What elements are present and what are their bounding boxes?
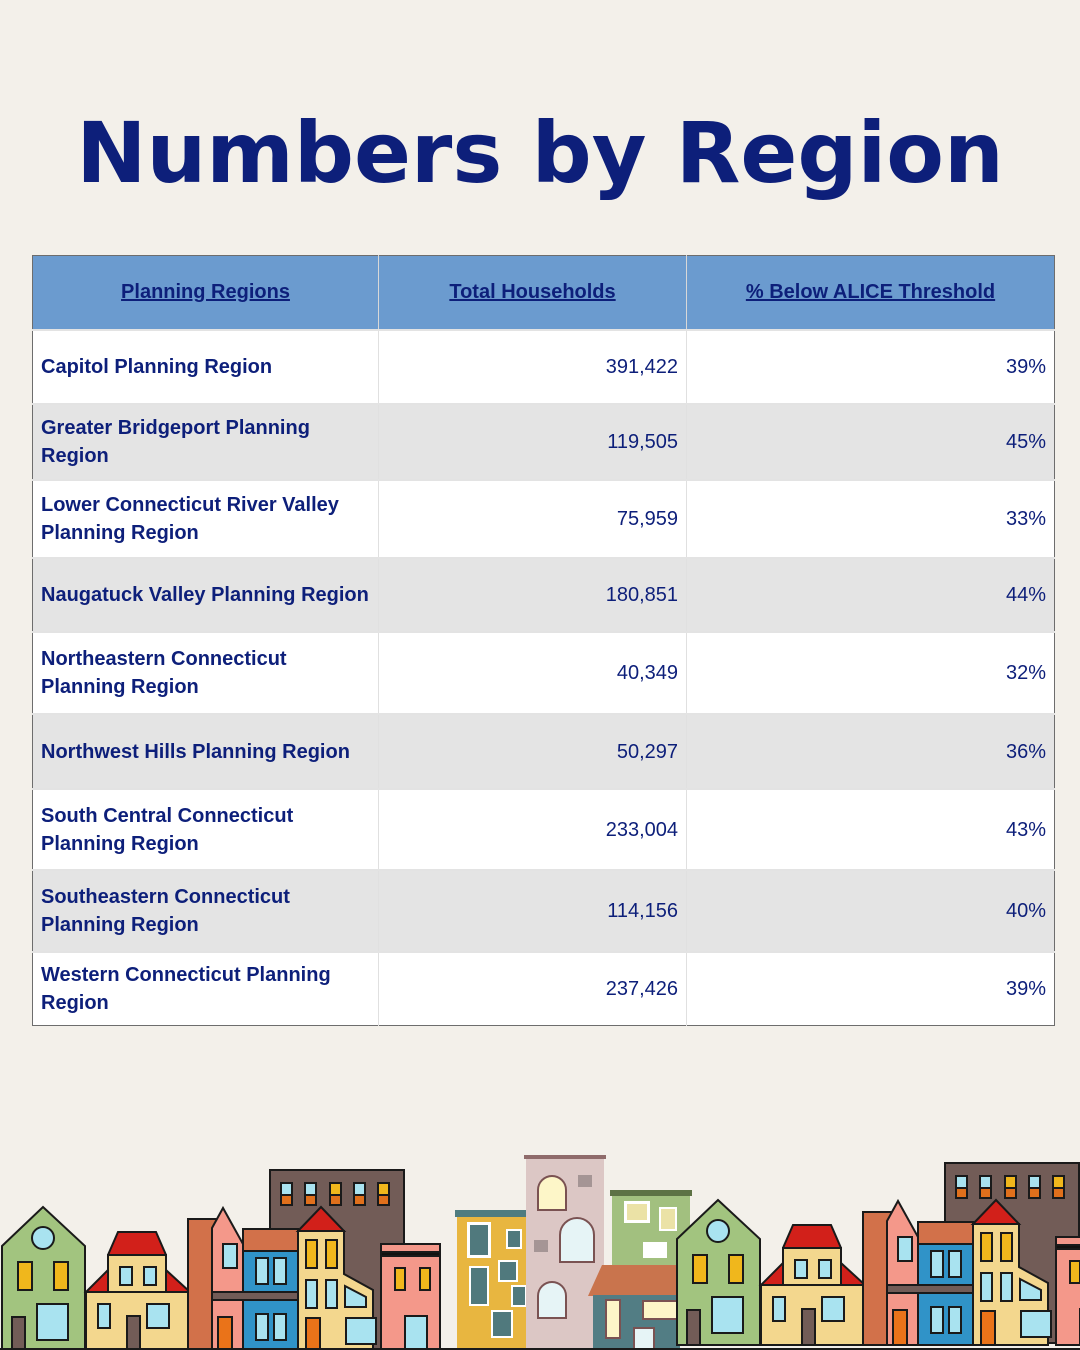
pct-below-alice: 36%: [687, 714, 1055, 789]
table-row: [33, 480, 1055, 558]
region-name: Northwest Hills Planning Region: [33, 714, 379, 789]
region-name: South Central Connecticut Planning Region: [33, 789, 379, 870]
total-households: 180,851: [379, 558, 687, 632]
total-households: 114,156: [379, 870, 687, 952]
region-name: Greater Bridgeport Planning Region: [33, 404, 379, 480]
yellow-apartment: [455, 1210, 537, 1350]
pct-below-alice: 40%: [687, 870, 1055, 952]
table-row: [33, 870, 1055, 952]
pct-below-alice: 44%: [687, 558, 1055, 632]
pct-below-alice: 32%: [687, 632, 1055, 714]
table-row: [33, 952, 1055, 1025]
table-row: [33, 789, 1055, 870]
total-households: 50,297: [379, 714, 687, 789]
region-name: Southeastern Connecticut Planning Region: [33, 870, 379, 952]
pct-below-alice: 33%: [687, 480, 1055, 558]
pct-below-alice: 45%: [687, 404, 1055, 480]
total-households: 119,505: [379, 404, 687, 480]
townhouses-right: [677, 1163, 1080, 1345]
total-households: 391,422: [379, 330, 687, 404]
header-pct-below-alice[interactable]: % Below ALICE Threshold: [687, 256, 1055, 331]
page-title: Numbers by Region: [76, 104, 1004, 202]
table-row: [33, 404, 1055, 480]
regions-table: [32, 255, 1055, 1026]
header-planning-regions[interactable]: Planning Regions: [33, 256, 379, 331]
table-row: [33, 330, 1055, 404]
total-households: 75,959: [379, 480, 687, 558]
total-households: 233,004: [379, 789, 687, 870]
region-name: Naugatuck Valley Planning Region: [33, 558, 379, 632]
total-households: 237,426: [379, 952, 687, 1025]
region-name: Lower Connecticut River Valley Planning Region: [33, 480, 379, 558]
header-total-households[interactable]: Total Households: [379, 256, 687, 331]
townhouse-illustration: [0, 1140, 1080, 1350]
region-name: Western Connecticut Planning Region: [33, 952, 379, 1025]
table-header-row: [33, 256, 1055, 331]
region-name: Northeastern Connecticut Planning Region: [33, 632, 379, 714]
townhouses-left: [2, 1170, 440, 1350]
pct-below-alice: 39%: [687, 952, 1055, 1025]
table-row: [33, 714, 1055, 789]
table-row: [33, 632, 1055, 714]
teal-house: [588, 1265, 680, 1350]
table-row: [33, 558, 1055, 632]
region-name: Capitol Planning Region: [33, 330, 379, 404]
pct-below-alice: 43%: [687, 789, 1055, 870]
pct-below-alice: 39%: [687, 330, 1055, 404]
total-households: 40,349: [379, 632, 687, 714]
